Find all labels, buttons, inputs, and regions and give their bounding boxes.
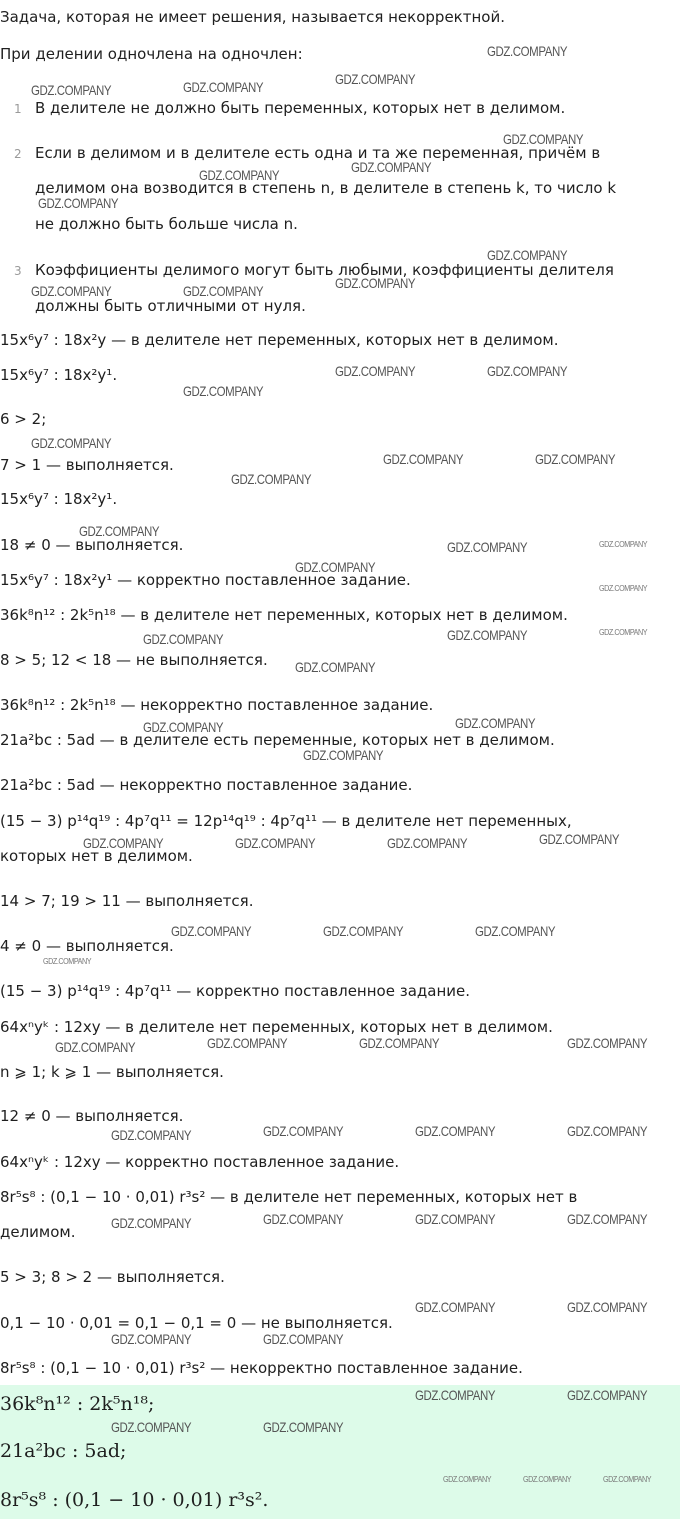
watermark-text: GDZ.COMPANY (603, 1475, 652, 1484)
solution-line: 21a²bc : 5ad — некорректно поставленное задание. (0, 776, 413, 794)
watermark-text: GDZ.COMPANY (447, 539, 528, 555)
watermark-text: GDZ.COMPANY (567, 1035, 648, 1051)
solution-line: 12 ≠ 0 — выполняется. (0, 1107, 184, 1125)
watermark-text: GDZ.COMPANY (535, 451, 616, 467)
watermark-text: GDZ.COMPANY (387, 835, 468, 851)
watermark-text: GDZ.COMPANY (111, 1331, 192, 1347)
watermark-text: GDZ.COMPANY (171, 923, 252, 939)
watermark-text: GDZ.COMPANY (503, 131, 584, 147)
rule-line: делимом она возводится в степень n, в делителе в степень k, то число k (35, 179, 617, 197)
answer-block (0, 1385, 680, 1519)
solution-line: которых нет в делимом. (0, 847, 193, 865)
rule-number: 3 (14, 264, 22, 278)
watermark-text: GDZ.COMPANY (295, 659, 376, 675)
solution-line: 8r⁵s⁸ : (0,1 − 10 · 0,01) r³s² — в делителе нет переменных, которых нет в (0, 1188, 578, 1206)
solution-line: 8 > 5; 12 < 18 — не выполняется. (0, 651, 268, 669)
watermark-text: GDZ.COMPANY (475, 923, 556, 939)
solution-line: 15x⁶y⁷ : 18x²y — в делителе нет переменных, которых нет в делимом. (0, 331, 559, 349)
watermark-text: GDZ.COMPANY (43, 957, 92, 966)
watermark-text: GDZ.COMPANY (183, 383, 264, 399)
watermark-text: GDZ.COMPANY (455, 715, 536, 731)
watermark-text: GDZ.COMPANY (415, 1211, 496, 1227)
rule-line: Если в делимом и в делителе есть одна и та же переменная, причём в (35, 144, 601, 162)
solution-line: 15x⁶y⁷ : 18x²y¹ — корректно поставленное задание. (0, 571, 411, 589)
watermark-text: GDZ.COMPANY (111, 1127, 192, 1143)
rule-line: Коэффициенты делимого могут быть любыми, коэффициенты делителя (35, 261, 614, 279)
watermark-text: GDZ.COMPANY (599, 584, 648, 593)
watermark-text: GDZ.COMPANY (235, 835, 316, 851)
watermark-text: GDZ.COMPANY (263, 1419, 344, 1435)
solution-line: 21a²bc : 5ad — в делителе есть переменные, которых нет в делимом. (0, 731, 555, 749)
watermark-text: GDZ.COMPANY (359, 1035, 440, 1051)
answer-line: 8r⁵s⁸ : (0,1 − 10 · 0,01) r³s². (0, 1489, 269, 1511)
watermark-text: GDZ.COMPANY (111, 1419, 192, 1435)
rule-number: 1 (14, 102, 22, 116)
watermark-text: GDZ.COMPANY (539, 831, 620, 847)
watermark-text: GDZ.COMPANY (199, 167, 280, 183)
answer-line: 21a²bc : 5ad; (0, 1440, 127, 1462)
watermark-text: GDZ.COMPANY (443, 1475, 492, 1484)
solution-line: 64xⁿyᵏ : 12xy — в делителе нет переменных, которых нет в делимом. (0, 1018, 553, 1036)
watermark-text: GDZ.COMPANY (599, 628, 648, 637)
solution-line: 14 > 7; 19 > 11 — выполняется. (0, 892, 254, 910)
watermark-text: GDZ.COMPANY (183, 283, 264, 299)
solution-line: 36k⁸n¹² : 2k⁵n¹⁸ — некорректно поставленное задание. (0, 696, 434, 714)
solution-line: 4 ≠ 0 — выполняется. (0, 937, 174, 955)
solution-line: 5 > 3; 8 > 2 — выполняется. (0, 1268, 225, 1286)
watermark-text: GDZ.COMPANY (335, 363, 416, 379)
solution-line: 15x⁶y⁷ : 18x²y¹. (0, 366, 118, 384)
solution-line: 15x⁶y⁷ : 18x²y¹. (0, 490, 118, 508)
solution-line: 0,1 − 10 · 0,01 = 0,1 − 0,1 = 0 — не выполняется. (0, 1314, 393, 1332)
watermark-text: GDZ.COMPANY (523, 1475, 572, 1484)
watermark-text: GDZ.COMPANY (415, 1387, 496, 1403)
watermark-text: GDZ.COMPANY (295, 559, 376, 575)
watermark-text: GDZ.COMPANY (599, 540, 648, 549)
watermark-text: GDZ.COMPANY (383, 451, 464, 467)
rule-number: 2 (14, 147, 22, 161)
solution-line: 6 > 2; (0, 410, 47, 428)
solution-line: n ⩾ 1; k ⩾ 1 — выполняется. (0, 1063, 224, 1081)
watermark-text: GDZ.COMPANY (83, 835, 164, 851)
definition-text: Задача, которая не имеет решения, называется некорректной. (0, 8, 505, 26)
solution-line: (15 − 3) p¹⁴q¹⁹ : 4p⁷q¹¹ = 12p¹⁴q¹⁹ : 4p⁷q¹¹ — в делителе нет переменных, (0, 812, 572, 830)
solution-line: 8r⁵s⁸ : (0,1 − 10 · 0,01) r³s² — некорректно поставленное задание. (0, 1359, 523, 1377)
watermark-text: GDZ.COMPANY (183, 79, 264, 95)
watermark-text: GDZ.COMPANY (335, 71, 416, 87)
watermark-text: GDZ.COMPANY (263, 1331, 344, 1347)
solution-line: 7 > 1 — выполняется. (0, 456, 174, 474)
watermark-text: GDZ.COMPANY (303, 747, 384, 763)
watermark-text: GDZ.COMPANY (79, 523, 160, 539)
solution-line: 18 ≠ 0 — выполняется. (0, 536, 184, 554)
watermark-text: GDZ.COMPANY (415, 1123, 496, 1139)
watermark-text: GDZ.COMPANY (263, 1123, 344, 1139)
watermark-text: GDZ.COMPANY (335, 275, 416, 291)
watermark-text: GDZ.COMPANY (567, 1211, 648, 1227)
watermark-text: GDZ.COMPANY (487, 247, 568, 263)
solution-line: 36k⁸n¹² : 2k⁵n¹⁸ — в делителе нет переменных, которых нет в делимом. (0, 606, 568, 624)
watermark-text: GDZ.COMPANY (567, 1123, 648, 1139)
watermark-text: GDZ.COMPANY (111, 1215, 192, 1231)
watermark-text: GDZ.COMPANY (567, 1387, 648, 1403)
solution-line: (15 − 3) p¹⁴q¹⁹ : 4p⁷q¹¹ — корректно поставленное задание. (0, 982, 471, 1000)
watermark-text: GDZ.COMPANY (323, 923, 404, 939)
watermark-text: GDZ.COMPANY (31, 435, 112, 451)
rule-line: В делителе не должно быть переменных, которых нет в делимом. (35, 99, 566, 117)
watermark-text: GDZ.COMPANY (55, 1039, 136, 1055)
watermark-text: GDZ.COMPANY (487, 363, 568, 379)
watermark-text: GDZ.COMPANY (567, 1299, 648, 1315)
watermark-text: GDZ.COMPANY (351, 159, 432, 175)
rule-line: должны быть отличными от нуля. (35, 297, 306, 315)
rule-line: не должно быть больше числа n. (35, 215, 298, 233)
watermark-text: GDZ.COMPANY (487, 43, 568, 59)
watermark-text: GDZ.COMPANY (31, 283, 112, 299)
watermark-text: GDZ.COMPANY (31, 82, 112, 98)
solution-line: делимом. (0, 1223, 76, 1241)
answer-line: 36k⁸n¹² : 2k⁵n¹⁸; (0, 1393, 155, 1415)
watermark-text: GDZ.COMPANY (143, 719, 224, 735)
solution-line: 64xⁿyᵏ : 12xy — корректно поставленное задание. (0, 1153, 400, 1171)
watermark-text: GDZ.COMPANY (231, 471, 312, 487)
watermark-text: GDZ.COMPANY (38, 195, 119, 211)
watermark-text: GDZ.COMPANY (143, 631, 224, 647)
rule-lead-text: При делении одночлена на одночлен: (0, 45, 303, 63)
watermark-text: GDZ.COMPANY (263, 1211, 344, 1227)
watermark-text: GDZ.COMPANY (207, 1035, 288, 1051)
watermark-text: GDZ.COMPANY (447, 627, 528, 643)
watermark-text: GDZ.COMPANY (415, 1299, 496, 1315)
